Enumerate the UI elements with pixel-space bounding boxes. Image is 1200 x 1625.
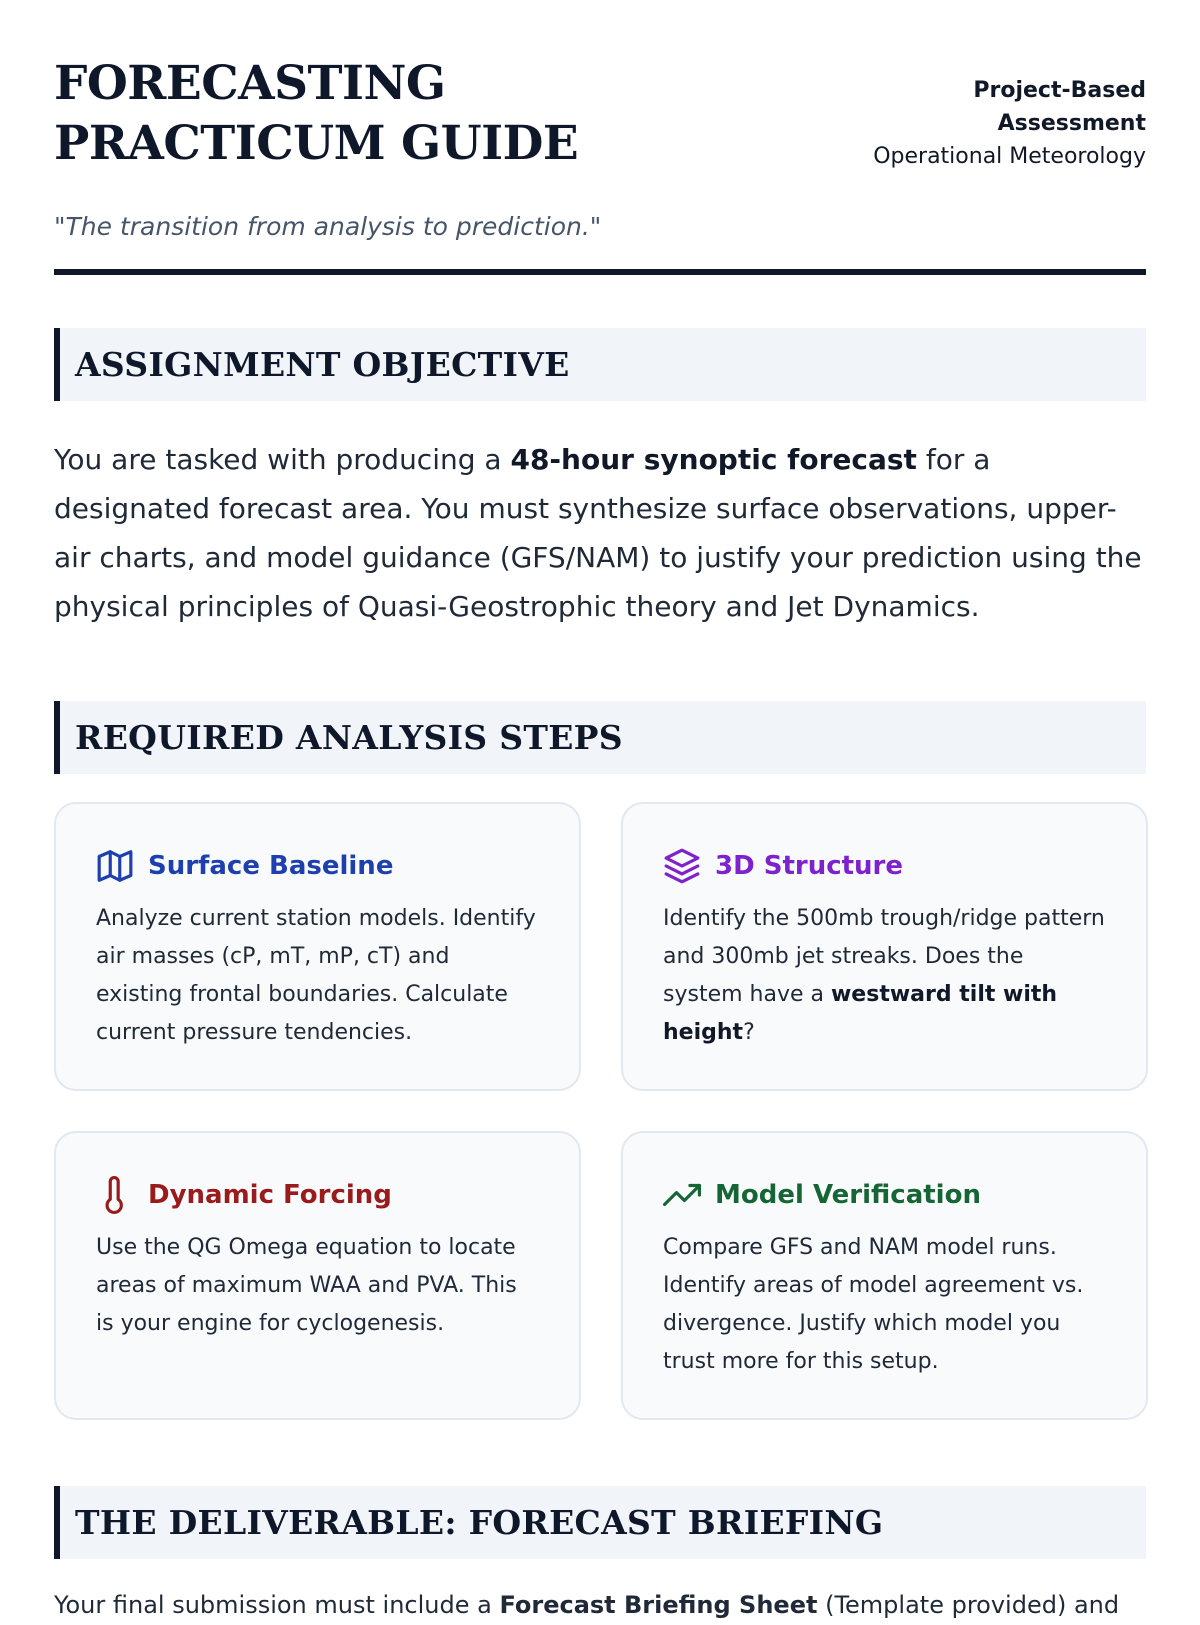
card-header bbox=[663, 846, 1106, 886]
card-body: Analyze current station models. Identify air masses (cP, mT, mP, cT) and existing frontal boundaries. Calculate current pressure tendencies. bbox=[96, 906, 536, 1045]
card-title: Dynamic Forcing bbox=[148, 1180, 392, 1210]
analysis-steps-grid bbox=[54, 802, 1146, 1420]
step-card-model-verification bbox=[621, 1131, 1148, 1420]
section-heading-deliverable bbox=[54, 1486, 1146, 1559]
card-header bbox=[96, 1175, 539, 1215]
steps-heading: REQUIRED ANALYSIS STEPS bbox=[75, 718, 623, 757]
card-header bbox=[96, 846, 539, 886]
objective-text-end: for a designated forecast area. You must synthesize surface observations, upper-air charts, and model guidance (GFS/NAM) to justify your prediction using the physical principles of Quasi-Geostrophic theory and Jet Dynamics. bbox=[54, 443, 1142, 623]
card-title: 3D Structure bbox=[715, 851, 904, 881]
assessment-type: Project-Based Assessment bbox=[973, 78, 1146, 136]
card-body: Use the QG Omega equation to locate areas of maximum WAA and PVA. This is your engine for cyclogenesis. bbox=[96, 1235, 517, 1336]
section-heading-objective bbox=[54, 328, 1146, 401]
tagline: "The transition from analysis to prediction." bbox=[54, 212, 602, 241]
card-body-start: Identify the 500mb trough/ridge pattern and 300mb jet streaks. Does the system have a bbox=[663, 906, 1105, 1007]
objective-text-emphasis: 48-hour synoptic forecast bbox=[510, 443, 917, 476]
card-body bbox=[663, 900, 1106, 1052]
header-meta bbox=[856, 54, 1146, 173]
step-card-surface-baseline bbox=[54, 802, 581, 1091]
document-title: FORECASTING PRACTICUM GUIDE bbox=[54, 56, 579, 171]
objective-heading: ASSIGNMENT OBJECTIVE bbox=[75, 345, 570, 384]
objective-paragraph bbox=[54, 435, 1146, 631]
document-header bbox=[54, 54, 1146, 174]
section-heading-steps bbox=[54, 701, 1146, 774]
header-divider bbox=[54, 269, 1146, 275]
deliverable-heading: THE DELIVERABLE: FORECAST BRIEFING bbox=[75, 1503, 884, 1542]
step-card-dynamic-forcing bbox=[54, 1131, 581, 1420]
step-card-3d-structure bbox=[621, 802, 1148, 1091]
deliverable-text-start: Your final submission must include a bbox=[54, 1591, 500, 1619]
card-body: Compare GFS and NAM model runs. Identify areas of model agreement vs. divergence. Justify which model you trust more for this setup. bbox=[663, 1235, 1084, 1374]
card-header bbox=[663, 1175, 1106, 1215]
layers-icon bbox=[663, 847, 701, 885]
card-title: Surface Baseline bbox=[148, 851, 394, 881]
card-body-emphasis: westward tilt with height bbox=[663, 982, 1058, 1045]
deliverable-paragraph bbox=[54, 1585, 1146, 1625]
deliverable-text-emphasis: Forecast Briefing Sheet bbox=[499, 1591, 818, 1619]
objective-text-start: You are tasked with producing a bbox=[54, 443, 511, 476]
card-title: Model Verification bbox=[715, 1180, 981, 1210]
card-body-end: ? bbox=[743, 1020, 755, 1045]
thermometer-icon bbox=[96, 1176, 134, 1214]
trending-up-icon bbox=[663, 1176, 701, 1214]
map-icon bbox=[96, 847, 134, 885]
course-name: Operational Meteorology bbox=[873, 144, 1146, 169]
deliverable-text-end: (Template provided) and bbox=[817, 1591, 1120, 1619]
